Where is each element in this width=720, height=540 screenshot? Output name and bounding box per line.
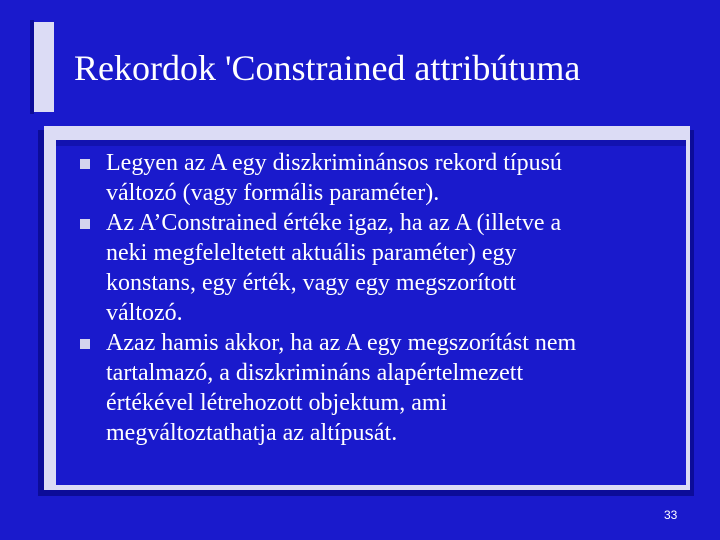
slide-title: Rekordok 'Constrained attribútuma	[74, 48, 581, 88]
square-bullet-icon	[80, 339, 90, 349]
bullet-line: Azaz hamis akkor, ha az A egy megszorítást nem	[106, 330, 577, 356]
title-accent-bar	[34, 22, 54, 112]
bullet-line: megváltoztathatja az altípusát.	[106, 420, 398, 446]
bullet-line: értékével létrehozott objektum, ami	[106, 390, 448, 416]
bullet-line: változó (vagy formális paraméter).	[106, 180, 440, 206]
bullet-item	[76, 328, 676, 448]
bullet-item	[76, 208, 676, 328]
bullet-line: Az A’Constrained értéke igaz, ha az A (illetve a	[106, 210, 562, 236]
bullet-line: változó.	[106, 300, 183, 326]
square-bullet-icon	[80, 219, 90, 229]
square-bullet-icon	[80, 159, 90, 169]
content-panel-edge	[56, 140, 686, 146]
bullet-line: tartalmazó, a diszkrimináns alapértelmezett	[106, 360, 524, 386]
page-number: 33	[664, 508, 678, 522]
bullet-item	[76, 148, 676, 208]
bullet-line: neki megfeleltetett aktuális paraméter) egy	[106, 240, 517, 266]
bullet-line: konstans, egy érték, vagy egy megszorított	[106, 270, 516, 296]
bullet-line: Legyen az A egy diszkriminánsos rekord típusú	[106, 150, 562, 176]
bullet-list	[76, 148, 676, 448]
